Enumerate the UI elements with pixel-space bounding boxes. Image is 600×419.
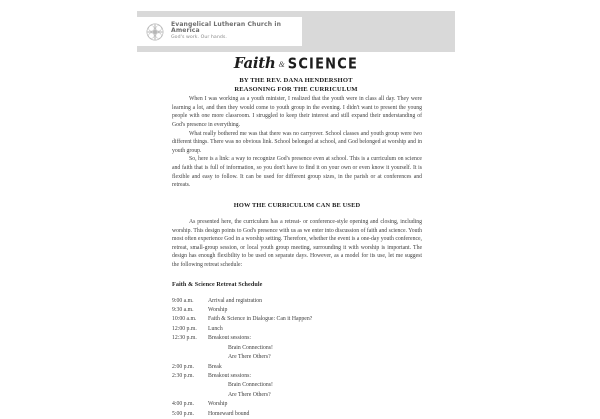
author-byline: BY THE REV. DANA HENDERSHOT (239, 76, 353, 84)
organization-tagline: God's work. Our hands. (171, 34, 227, 40)
schedule-description: Worship (208, 401, 228, 408)
title-block (137, 56, 455, 95)
schedule-description: Worship (208, 307, 228, 314)
logo-text-group (171, 22, 302, 40)
document-body (172, 95, 422, 419)
schedule-time-spacer (172, 344, 208, 353)
schedule-row (172, 400, 402, 409)
schedule-time: 12:30 p.m. (172, 335, 197, 342)
schedule-subitem: Brain Connections! (228, 382, 273, 389)
schedule-row (172, 306, 402, 315)
paragraph: As presented here, the curriculum has a retreat- or conference-style opening and closing, including worship. This design points to God's presence with us as we enter into discussion of faith and science. Youth most often experience God in a worship setting. Therefore, whether the event is a one-day youth conference, retreat, small-group session, or local youth group meeting, surrounding it with worship is important. The design has enough flexibility to be used on separate days. However, as a model for its use, let me suggest the following retreat schedule: (172, 218, 422, 268)
organization-name: Evangelical Lutheran Church in America (171, 21, 282, 35)
schedule-description: Homeward bound (208, 410, 250, 417)
schedule-time: 10:00 a.m. (172, 316, 197, 323)
schedule-time: 2:00 p.m. (172, 363, 194, 370)
schedule-time-spacer (172, 381, 208, 390)
schedule-time: 9:30 a.m. (172, 307, 194, 314)
schedule-description: Lunch (208, 325, 223, 332)
schedule-description: Breakout sessions: (208, 335, 251, 342)
schedule-row (172, 315, 402, 324)
section-heading: HOW THE CURRICULUM CAN BE USED (233, 201, 361, 209)
schedule-description: Break (208, 363, 222, 370)
elca-logo-block (137, 17, 302, 46)
subtitle: REASONING FOR THE CURRICULUM (234, 86, 358, 94)
paragraph: So, here is a link: a way to recognize God's presence even at school. This is a curriculum on science and faith that is full of information, so you don't have to find it on your own or even know it yourself. It is flexible and easy to follow. It can be used for different group sizes, in the parish or at conferences and retreats. (172, 156, 422, 189)
byline-block (137, 76, 455, 95)
schedule-row (172, 410, 402, 419)
elca-circular-cross-logo-icon (146, 23, 164, 41)
schedule-subitem: Are There Others? (228, 354, 271, 361)
schedule-time: 4:00 p.m. (172, 401, 194, 408)
schedule-subitem-row (172, 381, 402, 390)
schedule-description: Faith & Science in Dialogue: Can it Happen? (208, 316, 313, 323)
schedule-row (172, 325, 402, 334)
title-word-faith: Faith (233, 54, 276, 72)
schedule-description: Breakout sessions: (208, 373, 251, 379)
schedule-time: 2:30 p.m. (172, 373, 194, 379)
schedule-row (172, 334, 402, 343)
page-title (137, 56, 455, 73)
schedule-time-spacer (172, 391, 208, 400)
schedule-row (172, 372, 402, 381)
schedule-heading: Faith & Science Retreat Schedule (172, 281, 263, 288)
title-ampersand: & (278, 60, 285, 69)
schedule-subitem-row (172, 391, 402, 400)
retreat-schedule-list (172, 297, 402, 419)
schedule-subitem: Are There Others? (228, 391, 271, 398)
schedule-time: 5:00 p.m. (172, 410, 194, 417)
schedule-row (172, 363, 402, 372)
schedule-time: 9:00 a.m. (172, 297, 194, 304)
schedule-time-spacer (172, 353, 208, 362)
schedule-subitem: Brain Connections! (228, 344, 273, 351)
paragraph: What really bothered me was that there was no carryover. School classes and youth group were two different things. There was no obvious link. School belonged at school, and God belonged at worship and in youth group. (172, 130, 422, 154)
schedule-subitem-row (172, 353, 402, 362)
paragraph: When I was working as a youth minister, I realized that the youth were in class all day. They were learning a lot, and then they would come to youth group in the evening. I didn't want to present the young people with one more classroom. I struggled to keep their interest and still expand their understanding of God's presence in everything. (172, 96, 422, 128)
schedule-time: 12:00 p.m. (172, 325, 197, 332)
title-word-science: SCIENCE (287, 55, 359, 74)
schedule-row (172, 297, 402, 306)
schedule-description: Arrival and registration (208, 297, 262, 304)
schedule-subitem-row (172, 344, 402, 353)
